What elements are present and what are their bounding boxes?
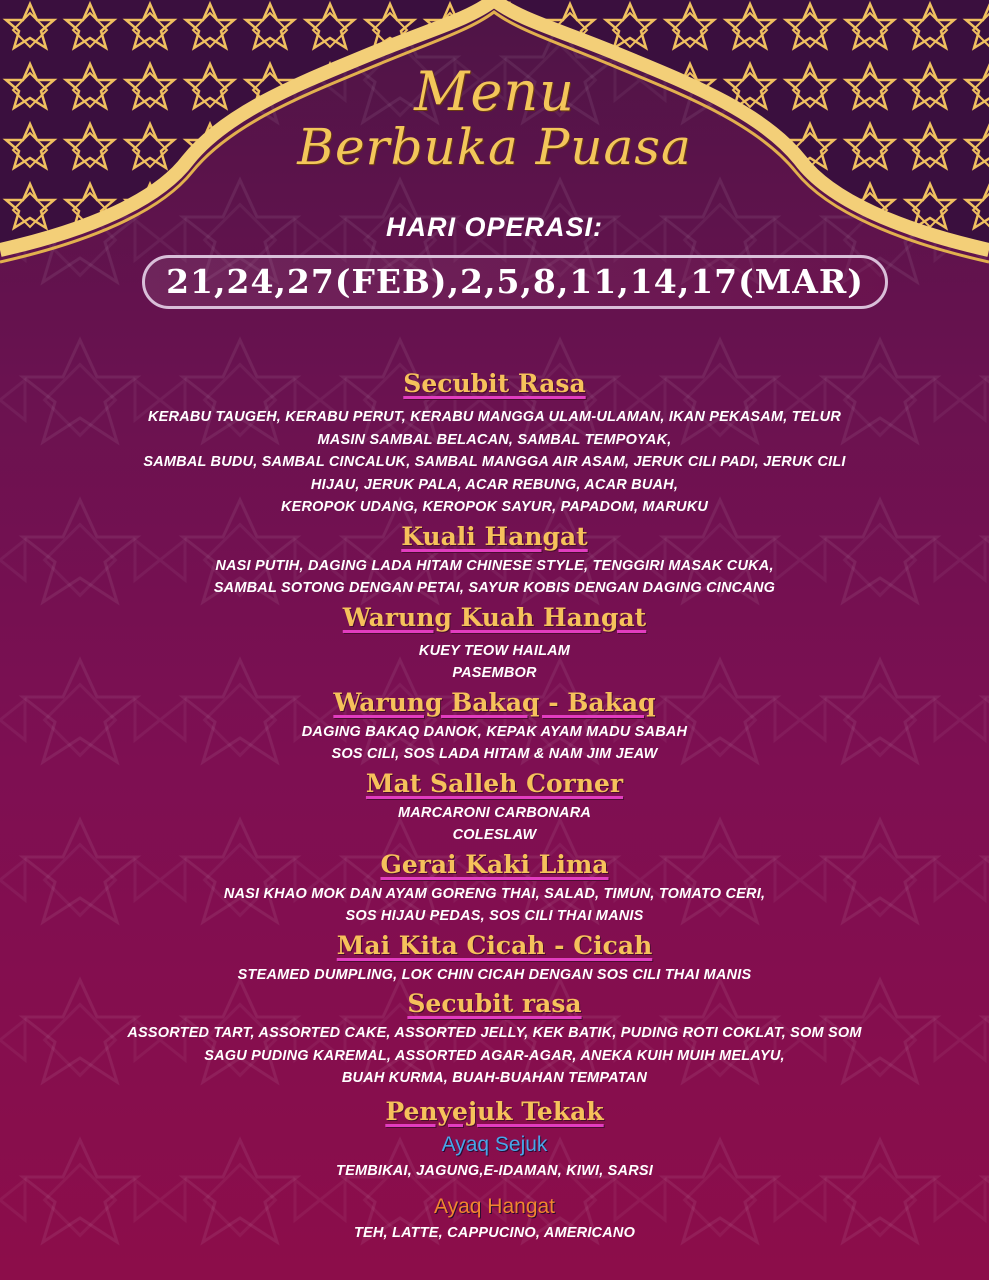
menu-line: SOS CILI, SOS LADA HITAM & NAM JIM JEAW	[331, 746, 658, 762]
section-title-secubit-rasa-dessert: Secubit rasa	[407, 989, 582, 1018]
menu-line: STEAMED DUMPLING, LOK CHIN CICAH DENGAN SOS CILI THAI MANIS	[237, 966, 752, 983]
menu-line: MASIN SAMBAL BELACAN, SAMBAL TEMPOYAK,	[317, 431, 672, 448]
menu-line: SAMBAL BUDU, SAMBAL CINCALUK, SAMBAL MANGGA AIR ASAM, JERUK CILI PADI, JERUK CILI	[143, 454, 846, 470]
menu-line: KEROPOK UDANG, KEROPOK SAYUR, PAPADOM, MARUKU	[280, 499, 709, 515]
section-title-warung-kuah-hangat: Warung Kuah Hangat	[342, 602, 647, 632]
menu-line: PASEMBOR	[452, 665, 537, 681]
section-title-mat-salleh-corner: Mat Salleh Corner	[365, 768, 624, 798]
menu-line: SAMBAL SOTONG DENGAN PETAI, SAYUR KOBIS DENGAN DAGING CINCANG	[213, 580, 776, 596]
section-title-secubit-rasa: Secubit Rasa	[403, 369, 586, 398]
menu-line: SAGU PUDING KAREMAL, ASSORTED AGAR-AGAR, ANEKA KUIH MUIH MELAYU,	[204, 1047, 785, 1064]
ayaq-sejuk-label: Ayaq Sejuk	[441, 1132, 548, 1156]
menu-line: COLESLAW	[452, 827, 537, 843]
section-title-mai-kita-cicah: Mai Kita Cicah - Cicah	[336, 930, 653, 960]
ayaq-hangat-label: Ayaq Hangat	[433, 1195, 556, 1218]
berbuka-puasa-title: Berbuka Puasa	[297, 118, 692, 176]
menu-title: Menu	[414, 60, 575, 123]
menu-list	[0, 366, 989, 1245]
section-title-warung-bakaq: Warung Bakaq - Bakaq	[333, 687, 656, 717]
menu-line: TEMBIKAI, JAGUNG,E-IDAMAN, KIWI, SARSI	[336, 1162, 653, 1179]
menu-line: KUEY TEOW HAILAM	[418, 642, 571, 659]
menu-line: TEH, LATTE, CAPPUCINO, AMERICANO	[353, 1225, 636, 1241]
menu-line: ASSORTED TART, ASSORTED CAKE, ASSORTED JELLY, KEK BATIK, PUDING ROTI COKLAT, SOM SOM	[127, 1025, 862, 1041]
menu-line: HIJAU, JERUK PALA, ACAR REBUNG, ACAR BUAH,	[310, 476, 679, 493]
menu-line: MARCARONI CARBONARA	[397, 804, 592, 821]
menu-line: SOS HIJAU PEDAS, SOS CILI THAI MANIS	[345, 908, 644, 924]
menu-line: KERABU TAUGEH, KERABU PERUT, KERABU MANGGA ULAM-ULAMAN, IKAN PEKASAM, TELUR	[148, 409, 841, 425]
menu-line: NASI KHAO MOK DAN AYAM GORENG THAI, SALAD, TIMUN, TOMATO CERI,	[223, 885, 766, 902]
hari-operasi-label: HARI OPERASI:	[385, 212, 604, 242]
menu-line: BUAH KURMA, BUAH-BUAHAN TEMPATAN	[341, 1070, 648, 1086]
operation-dates-badge: 21,24,27(FEB),2,5,8,11,14,17(MAR)	[142, 255, 888, 309]
section-title-kuali-hangat: Kuali Hangat	[401, 521, 588, 551]
menu-line: NASI PUTIH, DAGING LADA HITAM CHINESE STYLE, TENGGIRI MASAK CUKA,	[215, 557, 774, 574]
menu-line: DAGING BAKAQ DANOK, KEPAK AYAM MADU SABAH	[301, 723, 688, 740]
section-title-penyejuk-tekak: Penyejuk Tekak	[385, 1096, 604, 1126]
section-title-gerai-kaki-lima: Gerai Kaki Lima	[380, 849, 609, 879]
